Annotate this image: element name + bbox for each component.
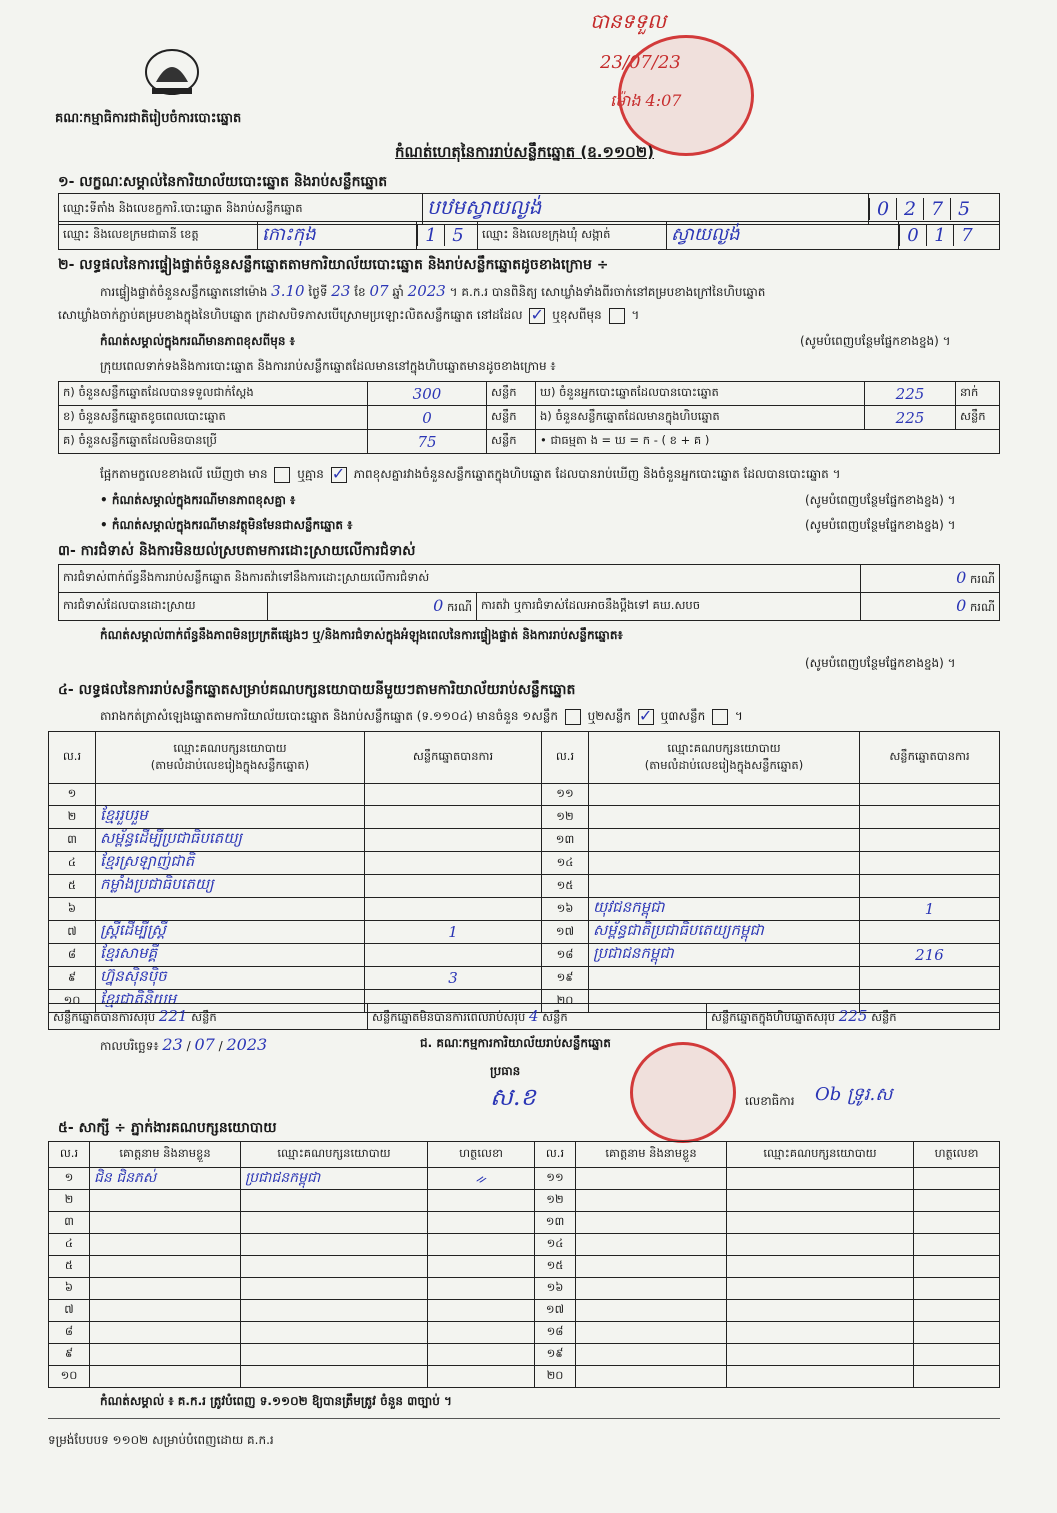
table-row: [49, 1212, 1000, 1234]
witness-name: [576, 1278, 727, 1300]
received-label: បានទទួល: [590, 9, 667, 33]
row-number: ១៨: [542, 944, 589, 967]
form-reference: ទម្រង់បែបបទ ១១០២ សម្រាប់បំពេញដោយ គ.ក.រ: [48, 1433, 274, 1447]
party-name: ប្រជាជនកម្ពុជា: [589, 944, 860, 967]
table-row: [49, 784, 1000, 806]
party-votes: [365, 806, 542, 829]
table-row: [49, 1322, 1000, 1344]
section3-heading: ៣- ការជំទាស់ និងការមិនយល់ស្របតាមការដោះស្រាយលើការជំទាស់: [58, 543, 416, 559]
appeal-value: 0: [956, 596, 967, 615]
row-number: ១៦: [542, 898, 589, 921]
section5-heading: ៥- សាក្សី ÷ ភ្នាក់ងារគណបក្សនយោបាយ: [58, 1120, 277, 1136]
row-number: ១៥: [542, 875, 589, 898]
received-ballots-label: ក) ចំនួនសន្លឹកឆ្នោតដែលបានទទួលជាក់ស្តែង: [59, 382, 368, 406]
witness-name: [576, 1168, 727, 1190]
non-ballot-note: • កំណត់សម្គាល់ក្នុងករណីមានវត្ថុមិនមែនជាសន្លឹកឆ្នោត ៖: [100, 518, 353, 532]
party-name: សម្ព័ន្ធដើម្បីប្រជាធិបតេយ្យ: [96, 829, 365, 852]
verification-year: 2023: [407, 282, 446, 300]
row-number: ១៥: [535, 1256, 576, 1278]
section4-heading: ៤- លទ្ធផលនៃការរាប់សន្លឹកឆ្នោតសម្រាប់គណបក្សនយោបាយនីមួយៗតាមការិយាល័យរាប់សន្លឹកឆ្នោត: [58, 682, 576, 698]
witness-signature: [428, 1234, 535, 1256]
location-value: បឋមស្វាយល្ងង់: [423, 194, 869, 225]
party-votes: [365, 852, 542, 875]
witness-signature: [428, 1300, 535, 1322]
party-votes: [860, 875, 1000, 898]
row-number: ២០: [535, 1366, 576, 1388]
witness-name: [576, 1322, 727, 1344]
row-number: ១៧: [542, 921, 589, 944]
witness-signature: [428, 1322, 535, 1344]
total-valid-value: 221: [158, 1006, 188, 1025]
row-number: ១៩: [535, 1344, 576, 1366]
witness-signature: ᨀ: [428, 1168, 535, 1190]
diff-note-label: កំណត់សម្គាល់ក្នុងករណីមានភាពខុសពីមុន ៖: [100, 334, 295, 348]
witness-party: [727, 1168, 914, 1190]
box-ballots-value: 225: [865, 406, 956, 430]
unused-ballots-value: 75: [368, 430, 487, 454]
witness-signature: [428, 1190, 535, 1212]
unchanged-checkbox[interactable]: [529, 308, 545, 324]
resolved-label: ការជំទាស់ដែលបានដោះស្រាយ: [59, 593, 268, 621]
see-back-note: (សូមបំពេញបន្ថែមផ្នែកខាងខ្នង) ។: [800, 334, 951, 348]
party-votes: [860, 806, 1000, 829]
verification-time: 3.10: [271, 282, 305, 300]
row-number: ៦: [49, 898, 96, 921]
witness-name: [90, 1256, 241, 1278]
witness-party: ប្រជាជនកម្ពុជា: [241, 1168, 428, 1190]
row-number: ៧: [49, 921, 96, 944]
received-date: 23/07/23: [600, 52, 681, 73]
irregularity-note: កំណត់សម្គាល់ពាក់ព័ន្ធនឹងភាពមិនប្រក្រតីផ្សេងៗ ឬ/និងការជំទាស់ក្នុងអំឡុងពេលនៃការផ្ទៀងផ្ទាត់ និងការរាប់សន្លឹកឆ្នោត៖: [100, 628, 623, 642]
total-invalid-value: 4: [528, 1006, 539, 1025]
witness-name: [90, 1322, 241, 1344]
row-number: ១៩: [542, 967, 589, 990]
party-votes: [860, 967, 1000, 990]
witness-signature: [914, 1168, 1000, 1190]
location-code: 0 2 7 5: [869, 194, 1000, 225]
row-number: ១៦: [535, 1278, 576, 1300]
party-name: [589, 875, 860, 898]
witness-party: [727, 1300, 914, 1322]
province-value: កោះកុង: [258, 222, 417, 250]
section1-table-row2: [58, 221, 1000, 250]
chair-signature: ស.ខ: [490, 1083, 536, 1111]
witness-party: [727, 1278, 914, 1300]
table-row: [49, 875, 1000, 898]
witness-party: [727, 1190, 914, 1212]
difference-line: ផ្អែកតាមក្ខលេខខាងលើ ឃើញថា មាន ឬគ្មាន ✓ ភាពខុសគ្នារវាងចំនួនសន្លឹកឆ្នោតក្នុងហិបឆ្នោត ដែលបានរាប់ឃើញ និងចំនួនអ្នកបោះឆ្នោត ដែលបានបោះឆ្នោត ។: [100, 466, 841, 484]
spoiled-ballots-value: 0: [368, 406, 487, 430]
verification-day: 23: [331, 282, 351, 300]
witness-party: [727, 1234, 914, 1256]
row-number: ៥: [49, 1256, 90, 1278]
location-label: ឈ្មោះទីតាំង និងលេខក្ខការិ.បោះឆ្នោត និងរាប់សន្លឹកឆ្នោត: [59, 194, 423, 225]
unused-ballots-label: គ) ចំនួនសន្លឹកឆ្នោតដែលមិនបានប្រើ: [59, 430, 368, 454]
row-number: ៨: [49, 944, 96, 967]
one-sheet-checkbox[interactable]: [565, 709, 581, 725]
party-votes: [860, 921, 1000, 944]
witness-signature: [914, 1344, 1000, 1366]
witness-name: [90, 1366, 241, 1388]
row-number: ៩: [49, 967, 96, 990]
table-row: [49, 1300, 1000, 1322]
committee-seal-icon: [630, 1042, 736, 1143]
row-number: ១២: [542, 806, 589, 829]
row-number: ៦: [49, 1278, 90, 1300]
witness-name: [576, 1234, 727, 1256]
row-number: ៣: [49, 1212, 90, 1234]
table-row: [49, 1366, 1000, 1388]
divider: [48, 1418, 1000, 1419]
witness-signature: [914, 1212, 1000, 1234]
seal-status-line: សោឃ្លាំងចាក់ភ្ជាប់គម្របខាងក្នុងនៃហិបឆ្នោត ក្រដាសបិទភាសបើស្រោមប្រឡោះលិតសន្លឹកឆ្នោត នៅដដែល ✓ ឬខុសពីមុន ។: [58, 307, 639, 325]
verification-line: ការផ្ទៀងផ្ទាត់ចំនួនសន្លឹកឆ្នោតនៅម៉ោង 3.10 ថ្ងៃទី 23 ខែ 07 ឆ្នាំ 2023 ។ គ.ក.រ បានពិនិត្យ សោឃ្លាំងទាំងពីរចាក់នៅគម្របខាងក្រៅនៃហិបឆ្នោត: [100, 282, 766, 300]
row-number: ១: [49, 1168, 90, 1190]
complaints-table: ការជំទាស់ពាក់ព័ន្ធនឹងការរាប់សន្លឹកឆ្នោត និងការតវ៉ាទៅនឹងការដោះស្រាយលើការជំទាស់ 0 ករណី ការជំទាស់ដែលបានដោះស្រាយ 0 ករណី ការតវ៉ា ឬការជំទាស់ដែលអាចនឹងប្តឹងទៅ គឃ.សបច 0 ករណី: [58, 564, 1000, 621]
witness-party: [727, 1256, 914, 1278]
witness-party: [241, 1366, 428, 1388]
party-name: ហ្វ៊ុនស៊ិនប៉ិច: [96, 967, 365, 990]
witness-party: [727, 1366, 914, 1388]
party-name: ខ្មែរស្រឡាញ់ជាតិ: [96, 852, 365, 875]
party-votes: [365, 875, 542, 898]
witness-signature: [914, 1300, 1000, 1322]
party-votes: [365, 944, 542, 967]
party-votes: [860, 852, 1000, 875]
row-number: ១៤: [535, 1234, 576, 1256]
row-number: ១៨: [535, 1322, 576, 1344]
org-name: គណៈកម្មាធិការជាតិរៀបចំការបោះឆ្នោត: [55, 111, 242, 126]
party-name: [589, 784, 860, 806]
witness-signature: [428, 1366, 535, 1388]
witness-party: [241, 1344, 428, 1366]
row-number: ៨: [49, 1322, 90, 1344]
witness-name: [576, 1212, 727, 1234]
table-row: [49, 944, 1000, 967]
record-sheets-line: តារាងកត់ត្រាសំឡេងឆ្នោតតាមការិយាល័យបោះឆ្នោត និងរាប់សន្លឹកឆ្នោត (ទ.១១០៤) មានចំនួន ១សន្លឹក ឬ២សន្លឹក ✓ ឬ៣សន្លឹក ។: [100, 708, 743, 726]
witness-signature: [428, 1256, 535, 1278]
table-row: [49, 806, 1000, 829]
table-row: [49, 1234, 1000, 1256]
report-date: កាលបរិច្ឆេទ៖ 23 / 07 / 2023: [100, 1035, 268, 1054]
section1-heading: ១- លក្ខណៈសម្គាល់នៃការិយាល័យបោះឆ្នោត និងរាប់សន្លឹកឆ្នោត: [58, 174, 388, 190]
party-name: សម្ព័ន្ធជាតិប្រជាធិបតេយ្យកម្ពុជា: [589, 921, 860, 944]
verification-month: 07: [369, 282, 389, 300]
witness-party: [727, 1322, 914, 1344]
row-number: ៤: [49, 1234, 90, 1256]
row-number: ១៤: [542, 852, 589, 875]
witness-party: [241, 1190, 428, 1212]
complaints-label: ការជំទាស់ពាក់ព័ន្ធនឹងការរាប់សន្លឹកឆ្នោត និងការតវ៉ាទៅនឹងការដោះស្រាយលើការជំទាស់: [59, 565, 861, 593]
commune-code: 0 1 7: [899, 222, 1000, 250]
party-votes: 216: [860, 944, 1000, 967]
row-number: ៤: [49, 852, 96, 875]
witness-signature: [428, 1212, 535, 1234]
witness-name: [90, 1234, 241, 1256]
party-votes: [365, 829, 542, 852]
party-votes: [365, 898, 542, 921]
ballot-count-report-form: គណៈកម្មាធិការជាតិរៀបចំការបោះឆ្នោត បានទទួល 23/07/23 ម៉ោង 4:07 កំណត់ហេតុនៃការរាប់សន្លឹកឆ្នោត (ឧ.១១០២) ១- លក្ខណៈសម្គាល់នៃការិយាល័យបោះឆ្នោត និងរាប់សន្លឹកឆ្នោត ឈ្មោះទីតាំង និងលេខក្ខការិ.បោះឆ្នោត និងរាប់សន្លឹកឆ្នោត បឋមស្វាយល្ងង់ 0 2 7 5 ឈ្មោះ និងលេខក្រមជាធានី ខេត្ត កោះកុង 1 5 ឈ្មោះ និងលេខក្រុងឃុំ សង្កាត់ ស្វាយល្ងង់ 0 1 7 ២- លទ្ធផលនៃការផ្ទៀងផ្ទាត់ចំនួនសន្លឹកឆ្នោតតាមការិយាល័យបោះឆ្នោត និងរាប់សន្លឹកឆ្នោតដូចខាងក្រោម ÷ ការផ្ទៀងផ្ទាត់ចំនួនសន្លឹកឆ្នោតនៅម៉ោង 3.10 ថ្ងៃទី 23 ខែ 07 ឆ្នាំ 2023 ។ គ.ក.រ បានពិនិត្យ សោឃ្លាំងទាំងពីរចាក់នៅគម្របខាងក្រៅនៃហិបឆ្នោត សោឃ្លាំងចាក់ភ្ជាប់គម្របខាងក្នុងនៃហិបឆ្នោត ក្រដាសបិទភាសបើស្រោមប្រឡោះលិតសន្លឹកឆ្នោត នៅដដែល ✓ ឬខុសពីមុន ។ កំណត់សម្គាល់ក្នុងករណីមានភាពខុសពីមុន ៖ (សូមបំពេញបន្ថែមផ្នែកខាងខ្នង) ។ ក្រុយពេលទាក់ទងនិងការបោះឆ្នោត និងការរាប់សន្លឹកឆ្នោតដែលមាននៅក្នុងហិបឆ្នោតមានដូចខាងក្រោម ៖ ក) ចំនួនសន្លឹកឆ្នោតដែលបានទទួលជាក់ស្តែង 300 សន្លឹក ឃ) ចំនួនអ្នកបោះឆ្នោតដែលបានបោះឆ្នោត 225 នាក់ ខ) ចំនួនសន្លឹកឆ្នោតខូចពេលបោះឆ្នោត 0 សន្លឹក ង) ចំនួនសន្លឹកឆ្នោតដែលមានក្នុងហិបឆ្នោត 225 សន្លឹក គ) ចំនួនសន្លឹកឆ្នោតដែលមិនបានប្រើ 75 សន្លឹក • ជាធម្មតា ង = ឃ = ក - ( ខ + គ ) ផ្អែកតាមក្ខលេខខាងលើ ឃើញថា មាន ឬគ្មាន ✓ ភាពខុសគ្នារវាងចំនួនសន្លឹកឆ្នោតក្នុងហិបឆ្នោត ដែលបានរាប់ឃើញ និងចំនួនអ្នកបោះឆ្នោត ដែលបានបោះឆ្នោត ។ • កំណត់សម្គាល់ក្នុងករណីមានភាពខុសគ្នា ៖ (សូមបំពេញបន្ថែមផ្នែកខាងខ្នង) ។ • កំណត់សម្គាល់ក្នុងករណីមានវត្ថុមិនមែនជាសន្លឹកឆ្នោត ៖ (សូមបំពេញបន្ថែមផ្នែកខាងខ្នង) ។ ៣- ការជំទាស់ និងការមិនយល់ស្របតាមការដោះស្រាយលើការជំទាស់ ការជំទាស់ពាក់ព័ន្ធនឹងការរាប់សន្លឹកឆ្នោត និងការតវ៉ាទៅនឹងការដោះស្រាយលើការជំទាស់ 0 ករណី ការជំទាស់ដែលបានដោះស្រាយ 0 ករណី ការតវ៉ា ឬការជំទាស់ដែលអាចនឹងប្តឹងទៅ គឃ.សបច 0 ករណី កំណត់សម្គាល់ពាក់ព័ន្ធនឹងភាពមិនប្រក្រតីផ្សេងៗ ឬ/និងការជំទាស់ក្នុងអំឡុងពេលនៃការផ្ទៀងផ្ទាត់ និងការរាប់សន្លឹកឆ្នោត៖ (សូមបំពេញបន្ថែមផ្នែកខាងខ្នង) ។ ៤- លទ្ធផលនៃការរាប់សន្លឹកឆ្នោតសម្រាប់គណបក្សនយោបាយនីមួយៗតាមការិយាល័យរាប់សន្លឹកឆ្នោត តារាងកត់ត្រាសំឡេងឆ្នោតតាមការិយាល័យបោះឆ្នោត និងរាប់សន្លឹកឆ្នោត (ទ.១១០៤) មានចំនួន ១សន្លឹក ឬ២សន្លឹក ✓ ឬ៣សន្លឹក ។ ល.រ ឈ្មោះគណបក្សនយោបាយ (តាមលំដាប់លេខរៀងក្នុងសន្លឹកឆ្នោត) សន្លឹកឆ្នោតបានការ ល.រ ឈ្មោះគណបក្សនយោបាយ (តាមលំដាប់លេខរៀងក្នុងសន្លឹកឆ្នោត) សន្លឹកឆ្នោតបានការ ១ ១១ ២ ខ្មែររួបរួម ១២ ៣ សម្ព័ន្ធដើម្បីប្រជាធិបតេយ្យ ១៣ ៤ ខ្មែរស្រឡាញ់ជាតិ ១៤ ៥ កម្លាំងប្រជាធិបតេយ្យ ១៥ ៦ ១៦ យុវជនកម្ពុជា 1 ៧ ស្ត្រីដើម្បីស្ត្រី 1 ១៧ សម្ព័ន្ធជាតិប្រជាធិបតេយ្យកម្ពុជា ៨ ខ្មែរសាមគ្គី ១៨ ប្រជាជនកម្ពុជា 216 ៩ ហ្វ៊ុនស៊ិនប៉ិច 3 ១៩ ១០ ខ្មែរជាតិនិយម ២០ សន្លឹកឆ្នោតបានការសរុប 221 សន្លឹក សន្លឹកឆ្នោតមិនបានការពេលរាប់សរុប 4 សន្លឹក សន្លឹកឆ្នោតក្នុងហិបឆ្នោតសរុប 225 សន្លឹក កាលបរិច្ឆេទ៖ 23 / 07 / 2023 ជ. គណៈកម្មការការិយាល័យរាប់សន្លឹកឆ្នោត ប្រធាន ស.ខ លេខាធិការ Ob ទ្រូរ.ស ៥- សាក្សី ÷ ភ្នាក់ងារគណបក្សនយោបាយ ល.រ គោត្តនាម និងនាមខ្លួន ឈ្មោះគណបក្សនយោបាយ ហត្ថលេខា ល.រ គោត្តនាម និងនាមខ្លួន ឈ្មោះគណបក្សនយោបាយ ហត្ថលេខា ១ ជិន ជិនភស់ ប្រជាជនកម្ពុជា ᨀ ១១ ២ ១២ ៣ ១៣ ៤ ១៤ ៥ ១៥ ៦ ១៦ ៧ ១៧ ៨ ១៨ ៩ ១៩ ១០ ២០ កំណត់សម្គាល់ ៖ គ.ក.រ ត្រូវបំពេញ ទ.១១០២ ឱ្យបានត្រឹមត្រូវ ចំនួន ៣ច្បាប់ ។ ទម្រង់បែបបទ ១១០២ សម្រាប់បំពេញដោយ គ.ក.រ: [0, 0, 1057, 1513]
voters-label: ឃ) ចំនួនអ្នកបោះឆ្នោតដែលបានបោះឆ្នោត: [536, 382, 865, 406]
party-votes: 1: [365, 921, 542, 944]
row-number: ១២: [535, 1190, 576, 1212]
table-row: [49, 852, 1000, 875]
diff-note: • កំណត់សម្គាល់ក្នុងករណីមានភាពខុសគ្នា ៖: [100, 493, 296, 507]
appeal-label: ការតវ៉ា ឬការជំទាស់ដែលអាចនឹងប្តឹងទៅ គឃ.សបច: [477, 593, 861, 621]
witness-name: [90, 1300, 241, 1322]
totals-table: សន្លឹកឆ្នោតបានការសរុប 221 សន្លឹក សន្លឹកឆ្នោតមិនបានការពេលរាប់សរុប 4 សន្លឹក សន្លឹកឆ្នោតក្នុងហិបឆ្នោតសរុប 225 សន្លឹក: [48, 1003, 1000, 1030]
party-votes: 3: [365, 967, 542, 990]
party-votes: [860, 829, 1000, 852]
voters-value: 225: [865, 382, 956, 406]
row-number: ១៣: [542, 829, 589, 852]
nec-emblem-icon: [140, 42, 204, 100]
row-number: ៣: [49, 829, 96, 852]
party-votes: [860, 784, 1000, 806]
row-number: ១១: [535, 1168, 576, 1190]
witness-party: [241, 1234, 428, 1256]
row-number: ១: [49, 784, 96, 806]
witness-signature: [914, 1366, 1000, 1388]
witness-party: [241, 1278, 428, 1300]
witness-signature: [428, 1278, 535, 1300]
witness-party: [727, 1344, 914, 1366]
party-name: [96, 784, 365, 806]
row-number: ១០: [49, 1366, 90, 1388]
section2-heading: ២- លទ្ធផលនៃការផ្ទៀងផ្ទាត់ចំនួនសន្លឹកឆ្នោតតាមការិយាល័យបោះឆ្នោត និងរាប់សន្លឹកឆ្នោតដូចខាងក្រោម ÷: [58, 257, 609, 273]
party-name: យុវជនកម្ពុជា: [589, 898, 860, 921]
row-number: ១៧: [535, 1300, 576, 1322]
row-number: ១០: [49, 990, 96, 1013]
party-name: ខ្មែរជាតិនិយម: [96, 990, 365, 1013]
witness-name: [576, 1300, 727, 1322]
witness-party: [241, 1322, 428, 1344]
party-name: ស្ត្រីដើម្បីស្ត្រី: [96, 921, 365, 944]
province-label: ឈ្មោះ និងលេខក្រមជាធានី ខេត្ត: [59, 222, 258, 250]
witness-name: [576, 1344, 727, 1366]
witness-signature: [914, 1256, 1000, 1278]
row-number: ៥: [49, 875, 96, 898]
party-name: [96, 898, 365, 921]
party-name: កម្លាំងប្រជាធិបតេយ្យ: [96, 875, 365, 898]
spoiled-ballots-label: ខ) ចំនួនសន្លឹកឆ្នោតខូចពេលបោះឆ្នោត: [59, 406, 368, 430]
has-difference-checkbox[interactable]: [274, 467, 290, 483]
witness-table: ល.រ គោត្តនាម និងនាមខ្លួន ឈ្មោះគណបក្សនយោបាយ ហត្ថលេខា ល.រ គោត្តនាម និងនាមខ្លួន ឈ្មោះគណបក្សនយោបាយ ហត្ថលេខា ១ ជិន ជិនភស់ ប្រជាជនកម្ពុជា ᨀ ១១ ២ ១២ ៣ ១៣ ៤ ១៤ ៥ ១៥ ៦ ១៦ ៧ ១៧ ៨ ១៨ ៩ ១៩ ១០ ២០: [48, 1141, 1000, 1388]
committee-label: ជ. គណៈកម្មការការិយាល័យរាប់សន្លឹកឆ្នោត: [420, 1036, 611, 1050]
table-row: [49, 1168, 1000, 1190]
witness-name: [576, 1256, 727, 1278]
table-row: [49, 1256, 1000, 1278]
total-box-value: 225: [838, 1006, 868, 1025]
resolved-value: 0: [433, 596, 444, 615]
party-name: [589, 829, 860, 852]
witness-name: [90, 1212, 241, 1234]
party-results-table: ល.រ ឈ្មោះគណបក្សនយោបាយ (តាមលំដាប់លេខរៀងក្នុងសន្លឹកឆ្នោត) សន្លឹកឆ្នោតបានការ ល.រ ឈ្មោះគណបក្សនយោបាយ (តាមលំដាប់លេខរៀងក្នុងសន្លឹកឆ្នោត) សន្លឹកឆ្នោតបានការ ១ ១១ ២ ខ្មែររួបរួម ១២ ៣ សម្ព័ន្ធដើម្បីប្រជាធិបតេយ្យ ១៣ ៤ ខ្មែរស្រឡាញ់ជាតិ ១៤ ៥ កម្លាំងប្រជាធិបតេយ្យ ១៥ ៦ ១៦ យុវជនកម្ពុជា 1 ៧ ស្ត្រីដើម្បីស្ត្រី 1 ១៧ សម្ព័ន្ធជាតិប្រជាធិបតេយ្យកម្ពុជា ៨ ខ្មែរសាមគ្គី ១៨ ប្រជាជនកម្ពុជា 216 ៩ ហ្វ៊ុនស៊ិនប៉ិច 3 ១៩ ១០ ខ្មែរជាតិនិយម ២០: [48, 731, 1000, 1013]
witness-name: ជិន ជិនភស់: [90, 1168, 241, 1190]
party-name: ខ្មែររួបរួម: [96, 806, 365, 829]
form-title: កំណត់ហេតុនៃការរាប់សន្លឹកឆ្នោត (ឧ.១១០២): [395, 143, 655, 161]
witness-signature: [914, 1278, 1000, 1300]
witness-name: [90, 1278, 241, 1300]
formula-note: • ជាធម្មតា ង = ឃ = ក - ( ខ + គ ): [536, 430, 1000, 454]
official-seal-icon: [618, 35, 754, 156]
received-time: ម៉ោង 4:07: [610, 91, 682, 110]
box-ballots-label: ង) ចំនួនសន្លឹកឆ្នោតដែលមានក្នុងហិបឆ្នោត: [536, 406, 865, 430]
footnote: កំណត់សម្គាល់ ៖ គ.ក.រ ត្រូវបំពេញ ទ.១១០២ ឱ្យបានត្រឹមត្រូវ ចំនួន ៣ច្បាប់ ។: [100, 1394, 452, 1408]
three-sheets-checkbox[interactable]: [712, 709, 728, 725]
table-row: [49, 829, 1000, 852]
secretary-label: លេខាធិការ: [745, 1094, 795, 1108]
secretary-signature: Ob ទ្រូរ.ស: [815, 1084, 893, 1105]
table-row: [49, 921, 1000, 944]
province-code: 1 5: [417, 222, 478, 250]
witness-name: [90, 1190, 241, 1212]
party-name: [589, 967, 860, 990]
row-number: ២០: [542, 990, 589, 1013]
witness-signature: [914, 1190, 1000, 1212]
witness-signature: [428, 1344, 535, 1366]
two-sheets-checkbox[interactable]: [638, 709, 654, 725]
party-name: [589, 806, 860, 829]
table-row: [49, 898, 1000, 921]
commune-label: ឈ្មោះ និងលេខក្រុងឃុំ សង្កាត់: [478, 222, 667, 250]
chair-label: ប្រធាន: [490, 1064, 521, 1078]
witness-party: [727, 1212, 914, 1234]
received-ballots-value: 300: [368, 382, 487, 406]
commune-value: ស្វាយល្ងង់: [667, 222, 899, 250]
party-votes: [365, 784, 542, 806]
witness-name: [90, 1344, 241, 1366]
row-number: ១៣: [535, 1212, 576, 1234]
witness-name: [576, 1366, 727, 1388]
after-open-line: ក្រុយពេលទាក់ទងនិងការបោះឆ្នោត និងការរាប់សន្លឹកឆ្នោតដែលមាននៅក្នុងហិបឆ្នោតមានដូចខាងក្រោម ៖: [100, 359, 556, 373]
row-number: ១១: [542, 784, 589, 806]
row-number: ៧: [49, 1300, 90, 1322]
table-row: [49, 1278, 1000, 1300]
witness-name: [576, 1190, 727, 1212]
party-name: [589, 852, 860, 875]
table-row: [49, 967, 1000, 990]
witness-party: [241, 1300, 428, 1322]
ballot-count-table: ក) ចំនួនសន្លឹកឆ្នោតដែលបានទទួលជាក់ស្តែង 300 សន្លឹក ឃ) ចំនួនអ្នកបោះឆ្នោតដែលបានបោះឆ្នោត 225 នាក់ ខ) ចំនួនសន្លឹកឆ្នោតខូចពេលបោះឆ្នោត 0 សន្លឹក ង) ចំនួនសន្លឹកឆ្នោតដែលមានក្នុងហិបឆ្នោត 225 សន្លឹក គ) ចំនួនសន្លឹកឆ្នោតដែលមិនបានប្រើ 75 សន្លឹក • ជាធម្មតា ង = ឃ = ក - ( ខ + គ ): [58, 381, 1000, 454]
witness-party: [241, 1212, 428, 1234]
row-number: ២: [49, 806, 96, 829]
row-number: ៩: [49, 1344, 90, 1366]
party-votes: 1: [860, 898, 1000, 921]
changed-checkbox[interactable]: [609, 308, 625, 324]
table-row: [49, 1190, 1000, 1212]
complaints-value: 0: [956, 568, 967, 587]
row-number: ២: [49, 1190, 90, 1212]
no-difference-checkbox[interactable]: [331, 467, 347, 483]
witness-party: [241, 1256, 428, 1278]
table-row: [49, 1344, 1000, 1366]
party-name: ខ្មែរសាមគ្គី: [96, 944, 365, 967]
witness-signature: [914, 1234, 1000, 1256]
witness-signature: [914, 1322, 1000, 1344]
